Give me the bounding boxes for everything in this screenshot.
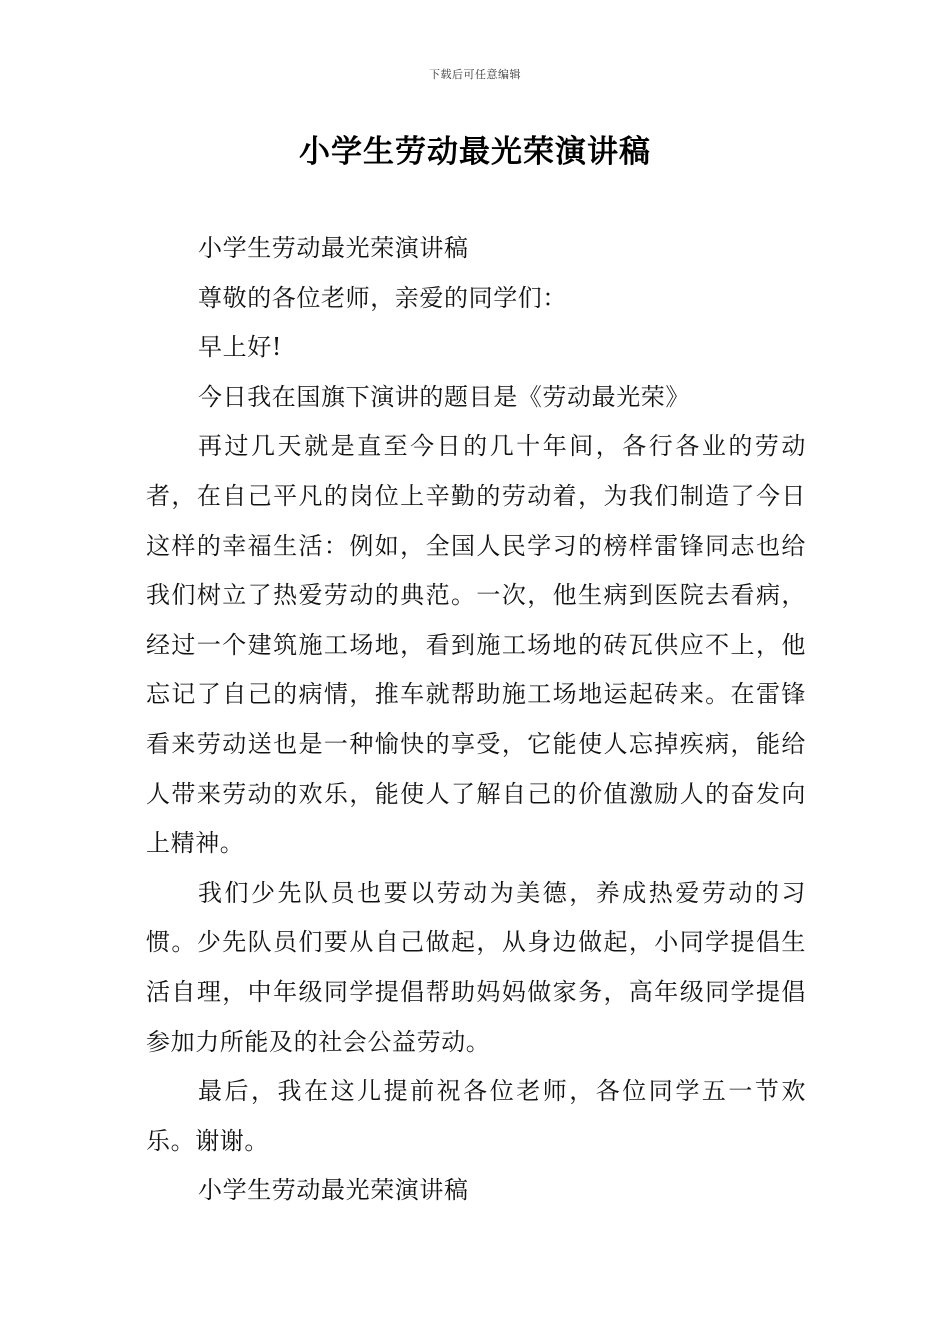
document-body [146, 224, 806, 1216]
paragraph-topic: 今日我在国旗下演讲的题目是《劳动最光荣》 [198, 382, 690, 411]
paragraph-salutation: 尊敬的各位老师，亲爱的同学们： [198, 283, 567, 312]
paragraph-body-1: 再过几天就是直至今日的几十年间，各行各业的劳动者，在自己平凡的岗位上辛勤的劳动着，为我们制造了今日这样的幸福生活：例如，全国人民学习的榜样雷锋同志也给我们树立了热爱劳动的典范。一次，他生病到医院去看病，经过一个建筑施工场地，看到施工场地的砖瓦供应不上，他忘记了自己的病情，推车就帮助施工场地运起砖来。在雷锋看来劳动送也是一种愉快的享受，它能使人忘掉疾病，能给人带来劳动的欢乐，能使人了解自己的价值激励人的奋发向上精神。 [146, 432, 806, 858]
paragraph-body-2: 我们少先队员也要以劳动为美德，养成热爱劳动的习惯。少先队员们要从自己做起，从身边做起，小同学提倡生活自理，中年级同学提倡帮助妈妈做家务，高年级同学提倡参加力所能及的社会公益劳动。 [146, 878, 806, 1056]
paragraph-footer-title: 小学生劳动最光荣演讲稿 [198, 1176, 469, 1205]
paragraph-subtitle: 小学生劳动最光荣演讲稿 [198, 234, 469, 262]
header-note: 下载后可任意编辑 [429, 68, 521, 81]
paragraph-closing: 最后，我在这儿提前祝各位老师，各位同学五一节欢乐。谢谢。 [146, 1077, 806, 1155]
paragraph-greeting: 早上好! [198, 333, 283, 362]
document-title: 小学生劳动最光荣演讲稿 [299, 134, 651, 170]
